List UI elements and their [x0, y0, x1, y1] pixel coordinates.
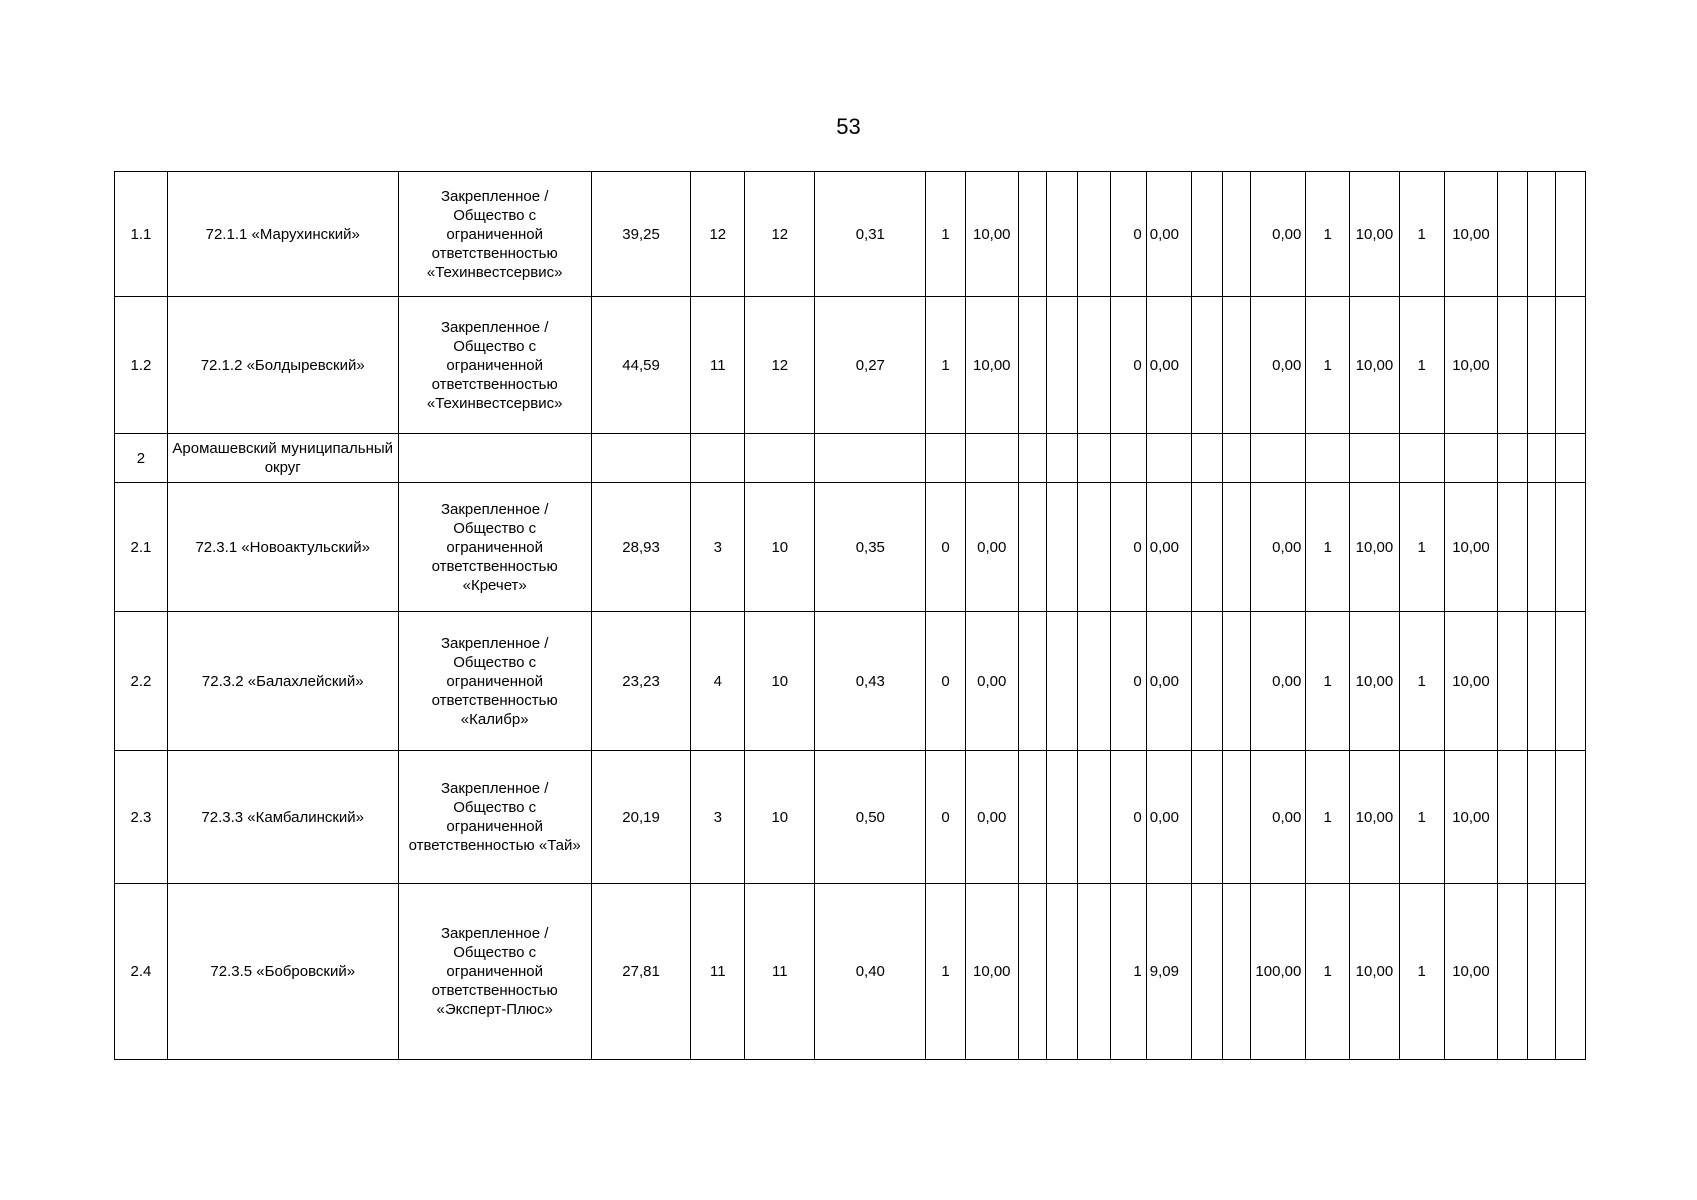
cell-e2: 10,00 — [1444, 297, 1498, 434]
cell-empty — [1192, 172, 1222, 297]
cell-d2: 10,00 — [1350, 483, 1400, 612]
cell-empty — [1222, 612, 1250, 751]
cell-lot: 72.1.2 «Болдыревский» — [167, 297, 398, 434]
cell-e1 — [1399, 434, 1444, 483]
cell-b1: 0 — [1111, 751, 1147, 884]
cell-empty — [1077, 297, 1111, 434]
cell-empty — [1192, 434, 1222, 483]
cell-owner: Закрепленное / Общество с ограниченной ответственностью «Калибр» — [398, 612, 591, 751]
cell-empty — [1498, 483, 1527, 612]
cell-empty — [1077, 434, 1111, 483]
cell-pct: 0,00 — [1251, 483, 1306, 612]
cell-d2: 10,00 — [1350, 884, 1400, 1060]
cell-pct: 0,00 — [1251, 751, 1306, 884]
cell-empty — [1047, 483, 1077, 612]
cell-empty — [1077, 172, 1111, 297]
cell-b2: 0,00 — [1146, 483, 1192, 612]
table-row — [115, 751, 1586, 884]
cell-pct: 0,00 — [1251, 172, 1306, 297]
cell-b1: 0 — [1111, 297, 1147, 434]
cell-empty — [1192, 612, 1222, 751]
cell-b2: 0,00 — [1146, 172, 1192, 297]
cell-empty — [1527, 434, 1555, 483]
cell-d1: 1 — [1306, 483, 1350, 612]
cell-c2: 11 — [745, 884, 815, 1060]
cell-e1: 1 — [1399, 297, 1444, 434]
table-row — [115, 483, 1586, 612]
cell-empty — [1222, 884, 1250, 1060]
cell-empty — [1222, 297, 1250, 434]
cell-ratio: 0,35 — [815, 483, 926, 612]
cell-a2: 0,00 — [965, 751, 1018, 884]
cell-c1: 3 — [691, 751, 745, 884]
cell-c2: 10 — [745, 612, 815, 751]
cell-empty — [1077, 483, 1111, 612]
cell-empty — [1222, 483, 1250, 612]
cell-empty — [1192, 297, 1222, 434]
cell-lot: 72.3.2 «Балахлейский» — [167, 612, 398, 751]
cell-empty — [1527, 483, 1555, 612]
cell-empty — [1527, 612, 1555, 751]
cell-no: 1.2 — [115, 297, 168, 434]
cell-d1 — [1306, 434, 1350, 483]
cell-area — [591, 434, 691, 483]
cell-c1 — [691, 434, 745, 483]
page-number: 53 — [836, 114, 861, 139]
cell-a1: 1 — [926, 297, 966, 434]
cell-d2: 10,00 — [1350, 612, 1400, 751]
cell-pct: 0,00 — [1251, 297, 1306, 434]
cell-a2: 10,00 — [965, 884, 1018, 1060]
cell-empty — [1222, 751, 1250, 884]
cell-empty — [1556, 434, 1586, 483]
cell-no: 2.1 — [115, 483, 168, 612]
cell-pct: 0,00 — [1251, 612, 1306, 751]
cell-empty — [1222, 172, 1250, 297]
cell-empty — [1556, 884, 1586, 1060]
cell-e1: 1 — [1399, 751, 1444, 884]
cell-a2: 0,00 — [965, 483, 1018, 612]
cell-empty — [1527, 172, 1555, 297]
cell-owner: Закрепленное / Общество с ограниченной ответственностью «Техинвестсервис» — [398, 172, 591, 297]
cell-empty — [1047, 172, 1077, 297]
cell-empty — [1018, 612, 1046, 751]
cell-owner: Закрепленное / Общество с ограниченной ответственностью «Эксперт-Плюс» — [398, 884, 591, 1060]
cell-a2 — [965, 434, 1018, 483]
cell-a1: 0 — [926, 751, 966, 884]
cell-empty — [1192, 751, 1222, 884]
cell-c2: 12 — [745, 297, 815, 434]
cell-owner: Закрепленное / Общество с ограниченной ответственностью «Кречет» — [398, 483, 591, 612]
cell-empty — [1498, 751, 1527, 884]
cell-e1: 1 — [1399, 483, 1444, 612]
cell-b1: 0 — [1111, 612, 1147, 751]
cell-e2: 10,00 — [1444, 884, 1498, 1060]
cell-a1: 1 — [926, 884, 966, 1060]
cell-empty — [1077, 884, 1111, 1060]
cell-owner: Закрепленное / Общество с ограниченной ответственностью «Тай» — [398, 751, 591, 884]
cell-empty — [1018, 172, 1046, 297]
cell-area: 27,81 — [591, 884, 691, 1060]
cell-d2 — [1350, 434, 1400, 483]
cell-b2: 0,00 — [1146, 612, 1192, 751]
cell-b2: 0,00 — [1146, 751, 1192, 884]
cell-area: 23,23 — [591, 612, 691, 751]
cell-empty — [1222, 434, 1250, 483]
cell-ratio: 0,31 — [815, 172, 926, 297]
cell-d1: 1 — [1306, 297, 1350, 434]
cell-empty — [1018, 297, 1046, 434]
cell-a1: 0 — [926, 483, 966, 612]
cell-d2: 10,00 — [1350, 172, 1400, 297]
cell-lot: 72.3.1 «Новоактульский» — [167, 483, 398, 612]
cell-lot: 72.3.5 «Бобровский» — [167, 884, 398, 1060]
cell-ratio: 0,50 — [815, 751, 926, 884]
cell-no: 2.4 — [115, 884, 168, 1060]
cell-d2: 10,00 — [1350, 751, 1400, 884]
cell-a2: 10,00 — [965, 297, 1018, 434]
cell-lot: 72.3.3 «Камбалинский» — [167, 751, 398, 884]
cell-ratio: 0,43 — [815, 612, 926, 751]
cell-a1: 0 — [926, 612, 966, 751]
cell-empty — [1047, 884, 1077, 1060]
cell-empty — [1556, 612, 1586, 751]
cell-ratio: 0,27 — [815, 297, 926, 434]
cell-c2: 10 — [745, 483, 815, 612]
cell-d1: 1 — [1306, 172, 1350, 297]
cell-e1: 1 — [1399, 612, 1444, 751]
cell-no: 2 — [115, 434, 168, 483]
cell-c1: 11 — [691, 297, 745, 434]
cell-area: 39,25 — [591, 172, 691, 297]
cell-empty — [1047, 751, 1077, 884]
cell-d2: 10,00 — [1350, 297, 1400, 434]
cell-empty — [1556, 751, 1586, 884]
cell-empty — [1498, 612, 1527, 751]
cell-owner: Закрепленное / Общество с ограниченной ответственностью «Техинвестсервис» — [398, 297, 591, 434]
cell-a1 — [926, 434, 966, 483]
cell-c2: 12 — [745, 172, 815, 297]
cell-d1: 1 — [1306, 751, 1350, 884]
cell-empty — [1527, 751, 1555, 884]
cell-e2: 10,00 — [1444, 612, 1498, 751]
cell-area: 20,19 — [591, 751, 691, 884]
cell-b1: 0 — [1111, 172, 1147, 297]
cell-a2: 10,00 — [965, 172, 1018, 297]
cell-empty — [1192, 884, 1222, 1060]
cell-pct: 100,00 — [1251, 884, 1306, 1060]
cell-empty — [1556, 297, 1586, 434]
cell-empty — [1047, 434, 1077, 483]
cell-lot: 72.1.1 «Марухинский» — [167, 172, 398, 297]
cell-b2: 9,09 — [1146, 884, 1192, 1060]
cell-empty — [1527, 884, 1555, 1060]
cell-e2: 10,00 — [1444, 172, 1498, 297]
cell-no: 2.3 — [115, 751, 168, 884]
cell-empty — [1498, 297, 1527, 434]
cell-ratio: 0,40 — [815, 884, 926, 1060]
table-row — [115, 297, 1586, 434]
cell-empty — [1018, 434, 1046, 483]
cell-d1: 1 — [1306, 612, 1350, 751]
cell-owner — [398, 434, 591, 483]
table-row — [115, 884, 1586, 1060]
cell-area: 28,93 — [591, 483, 691, 612]
cell-c1: 11 — [691, 884, 745, 1060]
cell-lot: Аромашевский муниципальный округ — [167, 434, 398, 483]
cell-empty — [1498, 884, 1527, 1060]
cell-empty — [1018, 884, 1046, 1060]
cell-b2: 0,00 — [1146, 297, 1192, 434]
cell-b1: 0 — [1111, 483, 1147, 612]
cell-b1 — [1111, 434, 1147, 483]
cell-empty — [1498, 434, 1527, 483]
cell-c2 — [745, 434, 815, 483]
cell-d1: 1 — [1306, 884, 1350, 1060]
cell-empty — [1527, 297, 1555, 434]
data-table — [114, 171, 1586, 1060]
cell-c1: 4 — [691, 612, 745, 751]
cell-empty — [1047, 612, 1077, 751]
cell-empty — [1077, 612, 1111, 751]
cell-empty — [1077, 751, 1111, 884]
cell-empty — [1498, 172, 1527, 297]
cell-a2: 0,00 — [965, 612, 1018, 751]
cell-e2: 10,00 — [1444, 483, 1498, 612]
table-row — [115, 172, 1586, 297]
cell-area: 44,59 — [591, 297, 691, 434]
cell-c1: 12 — [691, 172, 745, 297]
cell-empty — [1192, 483, 1222, 612]
cell-empty — [1018, 483, 1046, 612]
cell-ratio — [815, 434, 926, 483]
table-row — [115, 434, 1586, 483]
cell-b2 — [1146, 434, 1192, 483]
cell-empty — [1018, 751, 1046, 884]
table-row — [115, 612, 1586, 751]
cell-e1: 1 — [1399, 172, 1444, 297]
cell-e2 — [1444, 434, 1498, 483]
cell-b1: 1 — [1111, 884, 1147, 1060]
cell-empty — [1556, 172, 1586, 297]
cell-c2: 10 — [745, 751, 815, 884]
cell-e1: 1 — [1399, 884, 1444, 1060]
cell-no: 1.1 — [115, 172, 168, 297]
cell-a1: 1 — [926, 172, 966, 297]
cell-empty — [1047, 297, 1077, 434]
cell-e2: 10,00 — [1444, 751, 1498, 884]
cell-empty — [1556, 483, 1586, 612]
cell-no: 2.2 — [115, 612, 168, 751]
cell-pct — [1251, 434, 1306, 483]
cell-c1: 3 — [691, 483, 745, 612]
